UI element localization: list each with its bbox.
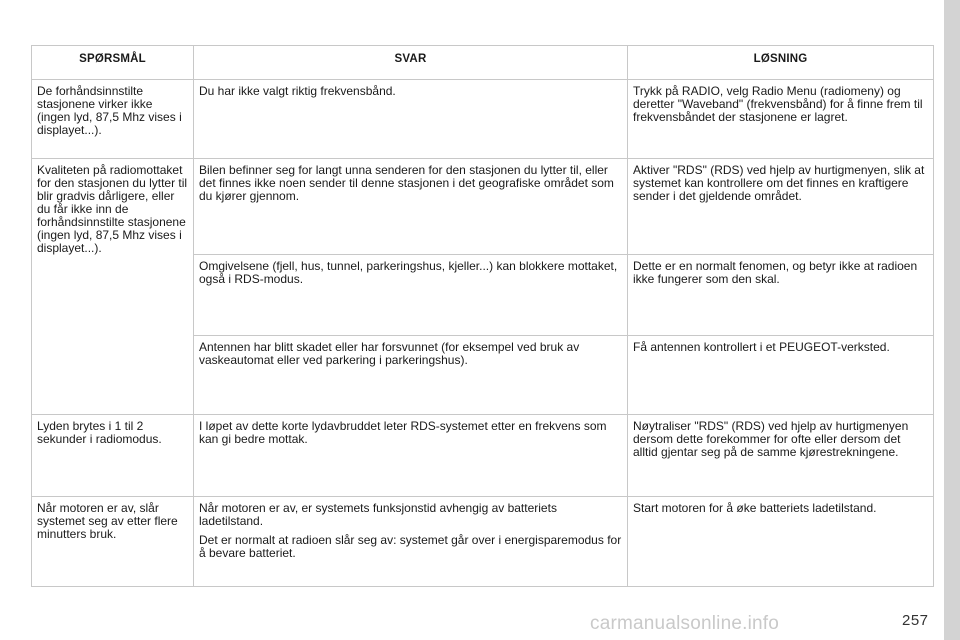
question-cell: Lyden brytes i 1 til 2 sekunder i radiomodus. <box>32 415 194 497</box>
header-solution: LØSNING <box>628 46 934 80</box>
answer-cell <box>194 415 628 497</box>
watermark: carmanualsonline.info <box>590 613 780 634</box>
answer-text: Antennen har blitt skadet eller har forsvunnet (for eksempel ved bruk av vaskeautomat eller ved parkering i parkeringshus). <box>199 340 580 367</box>
answer-cell <box>194 336 628 415</box>
solution-cell: Aktiver "RDS" (RDS) ved hjelp av hurtigmenyen, slik at systemet kan kontrollere om det finnes en kraftigere sender i det gjeldende området. <box>628 159 934 255</box>
right-margin-bar <box>944 0 960 640</box>
header-answer: SVAR <box>194 46 628 80</box>
question-cell: Når motoren er av, slår systemet seg av etter flere minutters bruk. <box>32 497 194 587</box>
answer-cell <box>194 255 628 336</box>
table-row <box>32 497 934 587</box>
table-row <box>32 159 934 255</box>
answer-cell <box>194 80 628 159</box>
answer-text: I løpet av dette korte lydavbruddet leter RDS-systemet etter en frekvens som kan gi bedre mottak. <box>199 419 607 446</box>
table-row <box>32 80 934 159</box>
answer-text: Omgivelsene (fjell, hus, tunnel, parkeringshus, kjeller...) kan blokkere mottaket, også i RDS-modus. <box>199 259 618 286</box>
solution-cell: Få antennen kontrollert i et PEUGEOT-verksted. <box>628 336 934 415</box>
solution-cell: Dette er en normalt fenomen, og betyr ikke at radioen ikke fungerer som den skal. <box>628 255 934 336</box>
faq-table <box>31 45 934 587</box>
answer-text: Det er normalt at radioen slår seg av: systemet går over i energisparemodus for å bevare batteriet. <box>199 533 622 560</box>
header-row <box>32 46 934 80</box>
answer-text: Når motoren er av, er systemets funksjonstid avhengig av batteriets ladetilstand. <box>199 501 557 528</box>
header-question: SPØRSMÅL <box>32 46 194 80</box>
answer-text: Du har ikke valgt riktig frekvensbånd. <box>199 84 396 98</box>
answer-text: Bilen befinner seg for langt unna senderen for den stasjonen du lytter til, eller det finnes ikke noen sender til denne stasjonen i det geografiske området som du kjører gjennom. <box>199 163 614 203</box>
solution-cell: Nøytraliser "RDS" (RDS) ved hjelp av hurtigmenyen dersom dette forekommer for ofte eller dersom det alltid gjentar seg på de samme kjørestrekningene. <box>628 415 934 497</box>
solution-cell: Start motoren for å øke batteriets ladetilstand. <box>628 497 934 587</box>
page-number: 257 <box>902 612 929 629</box>
answer-cell <box>194 497 628 587</box>
question-cell: De forhåndsinnstilte stasjonene virker ikke (ingen lyd, 87,5 Mhz vises i displayet...). <box>32 80 194 159</box>
answer-cell <box>194 159 628 255</box>
solution-cell: Trykk på RADIO, velg Radio Menu (radiomeny) og deretter "Waveband" (frekvensbånd) for å finne frem til frekvensbåndet der stasjonene er lagret. <box>628 80 934 159</box>
table-row <box>32 415 934 497</box>
question-cell: Kvaliteten på radiomottaket for den stasjonen du lytter til blir gradvis dårligere, eller du får ikke inn de forhåndsinnstilte stasjonene (ingen lyd, 87,5 Mhz vises i displayet...). <box>32 159 194 415</box>
